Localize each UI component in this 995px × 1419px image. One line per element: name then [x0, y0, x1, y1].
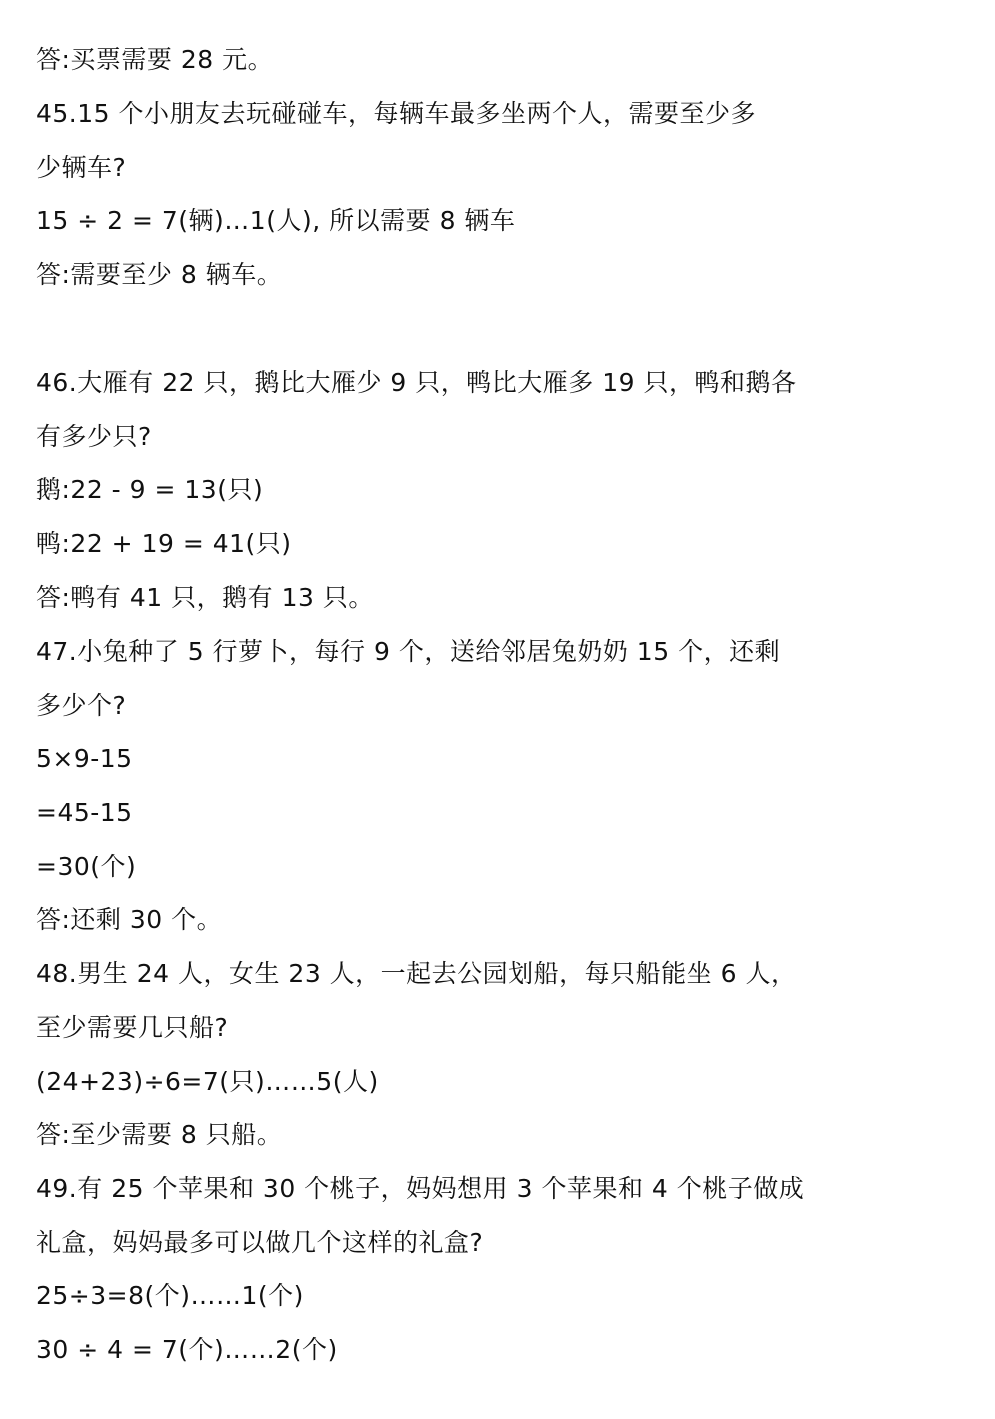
- calculation-line: 鸭:22 + 19 = 41(只): [36, 529, 292, 558]
- question-48-line-2: 至少需要几只船?: [36, 1013, 229, 1042]
- answer-line: 答:买票需要 28 元。: [36, 45, 274, 74]
- answer-line: 答:鸭有 41 只，鹅有 13 只。: [36, 583, 374, 612]
- question-47-line-1: 47.小兔种了 5 行萝卜，每行 9 个，送给邻居兔奶奶 15 个，还剩: [36, 637, 781, 666]
- calculation-line: (24+23)÷6=7(只)……5(人): [36, 1067, 379, 1096]
- question-48-line-1: 48.男生 24 人，女生 23 人，一起去公园划船，每只船能坐 6 人，: [36, 959, 797, 988]
- answer-line: 答:还剩 30 个。: [36, 905, 223, 934]
- calculation-line: 15 ÷ 2 = 7(辆)…1(人), 所以需要 8 辆车: [36, 206, 516, 235]
- question-49-line-1: 49.有 25 个苹果和 30 个桃子，妈妈想用 3 个苹果和 4 个桃子做成: [36, 1174, 805, 1203]
- calculation-line: =30(个): [36, 852, 137, 881]
- calculation-line: 25÷3=8(个)……1(个): [36, 1281, 304, 1310]
- answer-line: 答:至少需要 8 只船。: [36, 1120, 283, 1149]
- calculation-line: 5×9-15: [36, 744, 133, 773]
- question-47-line-2: 多少个?: [36, 691, 127, 720]
- question-46-line-1: 46.大雁有 22 只，鹅比大雁少 9 只，鸭比大雁多 19 只，鸭和鹅各: [36, 368, 797, 397]
- answer-line: 答:需要至少 8 辆车。: [36, 260, 283, 289]
- question-45-line-2: 少辆车?: [36, 153, 127, 182]
- question-46-line-2: 有多少只?: [36, 422, 152, 451]
- calculation-line: =45-15: [36, 798, 133, 827]
- calculation-line: 鹅:22 - 9 = 13(只): [36, 475, 264, 504]
- calculation-line: 30 ÷ 4 = 7(个)……2(个): [36, 1335, 338, 1364]
- question-45-line-1: 45.15 个小朋友去玩碰碰车，每辆车最多坐两个人，需要至少多: [36, 99, 757, 128]
- question-49-line-2: 礼盒，妈妈最多可以做几个这样的礼盒?: [36, 1228, 484, 1257]
